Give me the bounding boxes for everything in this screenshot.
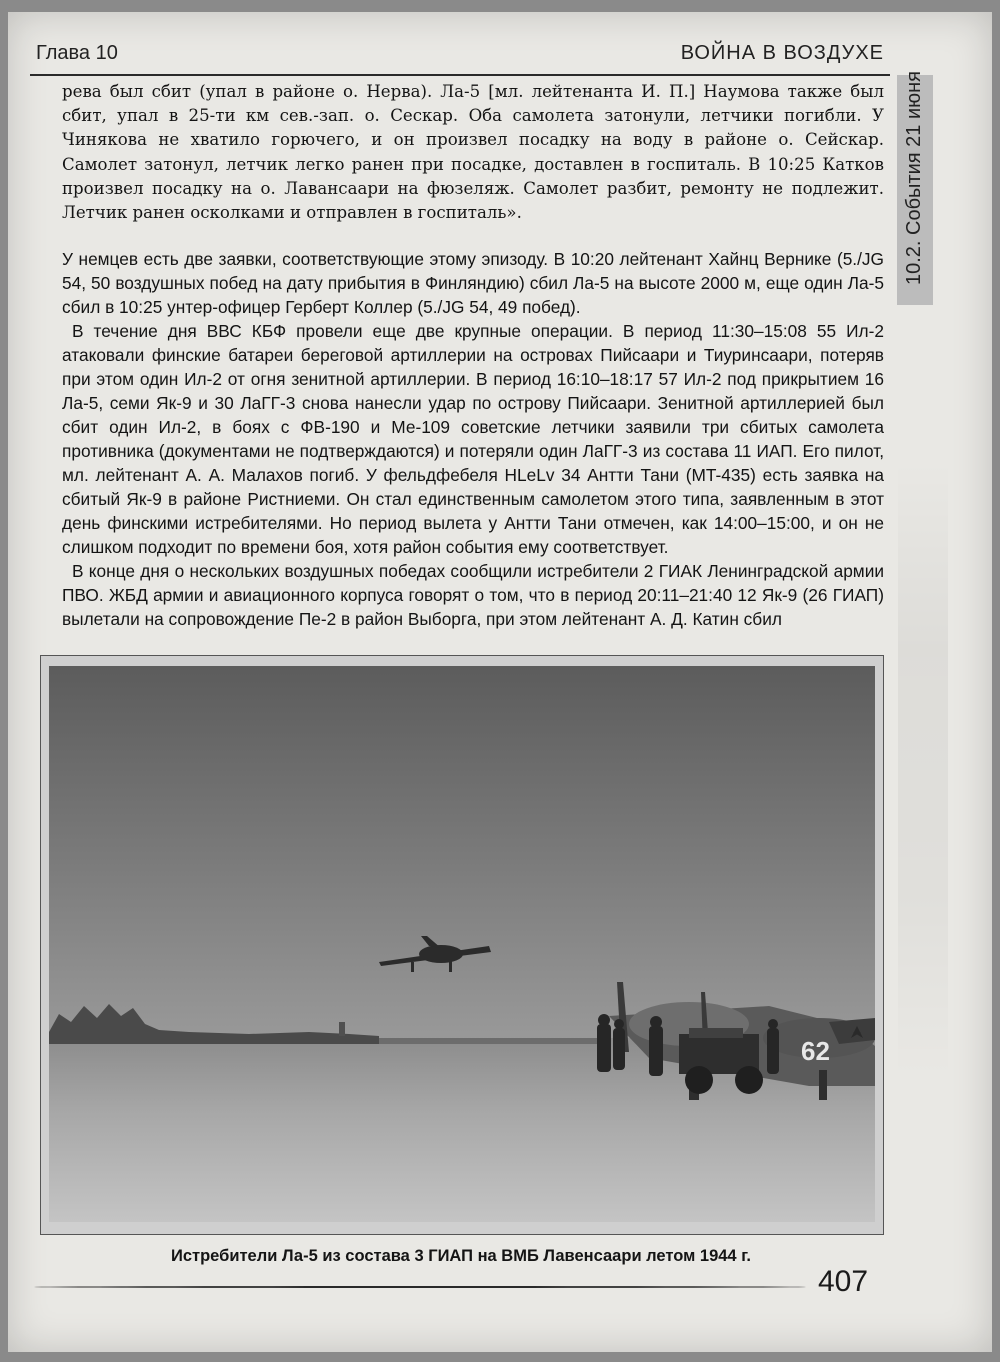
photo-caption: Истребители Ла-5 из состава 3 ГИАП на ВМБ Лавенсаари летом 1944 г. xyxy=(170,1247,751,1265)
bleed-through-shadow xyxy=(898,460,948,1080)
paragraph: В конце дня о нескольких воздушных победах сообщили истребители 2 ГИАК Ленинградской армии ПВО. ЖБД армии и авиационного корпуса говорят о том, что в период 20:11–21:40 12 Як-9 (26 ГИАП) вылетали на сопровождение Пе-2 в район Выборга, при этом лейтенант А. Д. Катин сбил xyxy=(62,561,884,629)
airfield-photo-drawing xyxy=(49,666,875,1222)
paragraph: У немцев есть две заявки, соответствующие этому эпизоду. В 10:20 лейтенант Хайнц Вернике (5./JG 54, 50 воздушных побед на дату прибытия в Финляндию) сбил Ла-5 на высоте 2000 м, еще один Ла-5 сбил в 10:25 унтер-офицер Герберт Коллер (5./JG 54, 49 побед). xyxy=(62,249,884,317)
section-title-vertical: 10.2. События 21 июня xyxy=(903,70,925,285)
sky xyxy=(49,666,875,1046)
running-header xyxy=(30,30,890,76)
horizon xyxy=(379,1038,609,1044)
page-number: 407 xyxy=(818,1265,869,1298)
photo-frame xyxy=(40,655,884,1235)
chimney xyxy=(339,1022,345,1036)
aircraft-number: 62 xyxy=(801,1036,830,1066)
footer-rule xyxy=(34,1286,806,1288)
quoted-passage: рева был сбит (упал в районе о. Нерва). Ла-5 [мл. лейтенанта И. П.] Наумова также был сбит, упал в 25-ти км сев.-зап. о. Сескар. Оба самолета затонули, летчики погибли. У Чинякова не хватило горючего, и он произвел посадку на воду в районе о. Сейскар. Самолет затонул, летчик легко ранен при посадке, доставлен в госпиталь. В 10:25 Катков произвел посадку на о. Лавансаари на фюзеляж. Самолет разбит, ремонту не подлежит. Летчик ранен осколками и отправлен в госпиталь». xyxy=(62,82,884,223)
part-title: ВОЙНА В ВОЗДУХЕ xyxy=(680,42,884,64)
chapter-label: Глава 10 xyxy=(36,42,118,64)
paragraph: В течение дня ВВС КБФ провели еще две крупные операции. В период 11:30–15:08 55 Ил-2 атаковали финские батареи береговой артиллерии на островах Пийсаари и Тиуринсаари, потеряв при этом один Ил-2 от огня зенитной артиллерии. В период 16:10–18:17 57 Ил-2 под прикрытием 16 Ла-5, семи Як-9 и 30 ЛаГГ-3 снова нанесли удар по острову Пийсаари. Зенитной артиллерией был сбит один Ил-2, в боях с ФВ-190 и Ме-109 советские летчики заявили три сбитых самолета противника (документами не подтверждаются) и потеряли один ЛаГГ-3 из состава 11 ИАП. Его пилот, мл. лейтенант А. А. Малахов погиб. У фельдфебеля HLeLv 34 Антти Тани (MT-435) есть заявка на сбитый Як-9 в районе Ристниеми. Он стал единственным самолетом этого типа, заявленным в этот день финскими истребителями. Но период вылета у Антти Тани отмечен, как 14:00–15:00, и он не слишком подходит по времени боя, хотя район события ему соответствует. xyxy=(62,321,884,557)
airfield-photo xyxy=(49,666,875,1222)
body-text xyxy=(62,247,884,631)
